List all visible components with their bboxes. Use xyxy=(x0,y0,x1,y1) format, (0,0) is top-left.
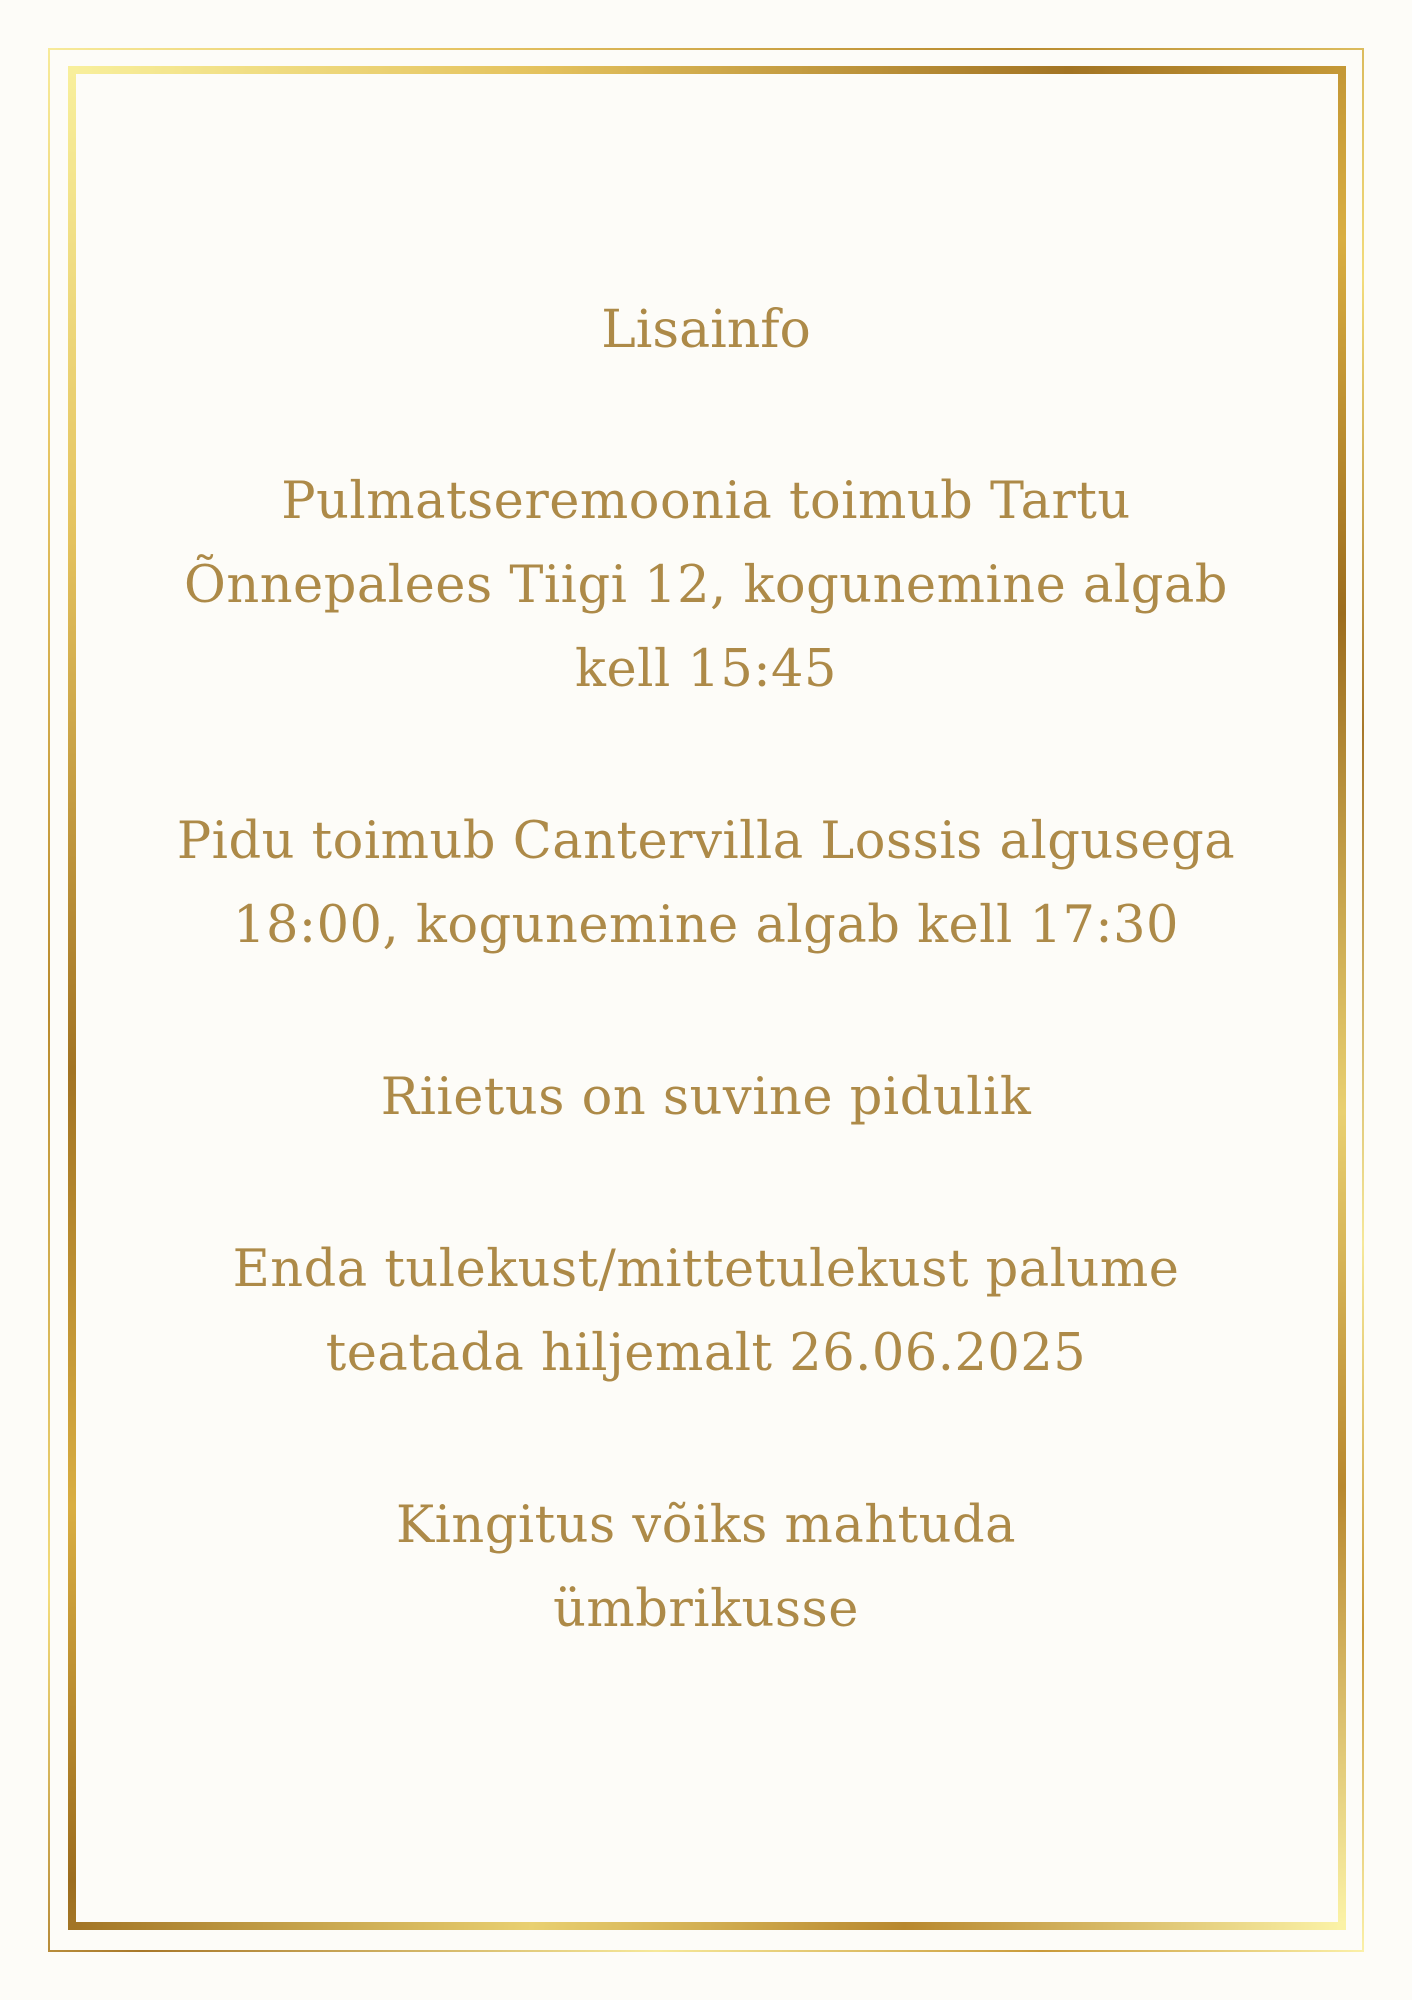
dress-code-line-1: Riietus on suvine pidulik xyxy=(380,1068,1032,1127)
ceremony-line-3: kell 15:45 xyxy=(575,640,837,699)
gift-line-2: ümbrikusse xyxy=(553,1580,859,1639)
party-info xyxy=(140,800,1272,968)
rsvp-line-1: Enda tulekust/mittetulekust palume xyxy=(232,1240,1180,1299)
party-line-1: Pidu toimub Cantervilla Lossis algusega xyxy=(176,812,1236,871)
rsvp-line-2: teatada hiljemalt 26.06.2025 xyxy=(325,1324,1087,1383)
ceremony-line-2: Õnnepalees Tiigi 12, kogunemine algab xyxy=(184,556,1228,615)
gift-line-1: Kingitus võiks mahtuda xyxy=(395,1496,1017,1555)
dress-code-info xyxy=(140,1056,1272,1140)
info-card-content xyxy=(140,288,1272,1740)
gift-info xyxy=(140,1484,1272,1652)
ceremony-line-1: Pulmatseremoonia toimub Tartu xyxy=(281,472,1131,531)
page-title: Lisainfo xyxy=(601,300,811,360)
party-line-2: 18:00, kogunemine algab kell 17:30 xyxy=(233,896,1179,955)
rsvp-info xyxy=(140,1228,1272,1396)
ceremony-info xyxy=(140,460,1272,712)
